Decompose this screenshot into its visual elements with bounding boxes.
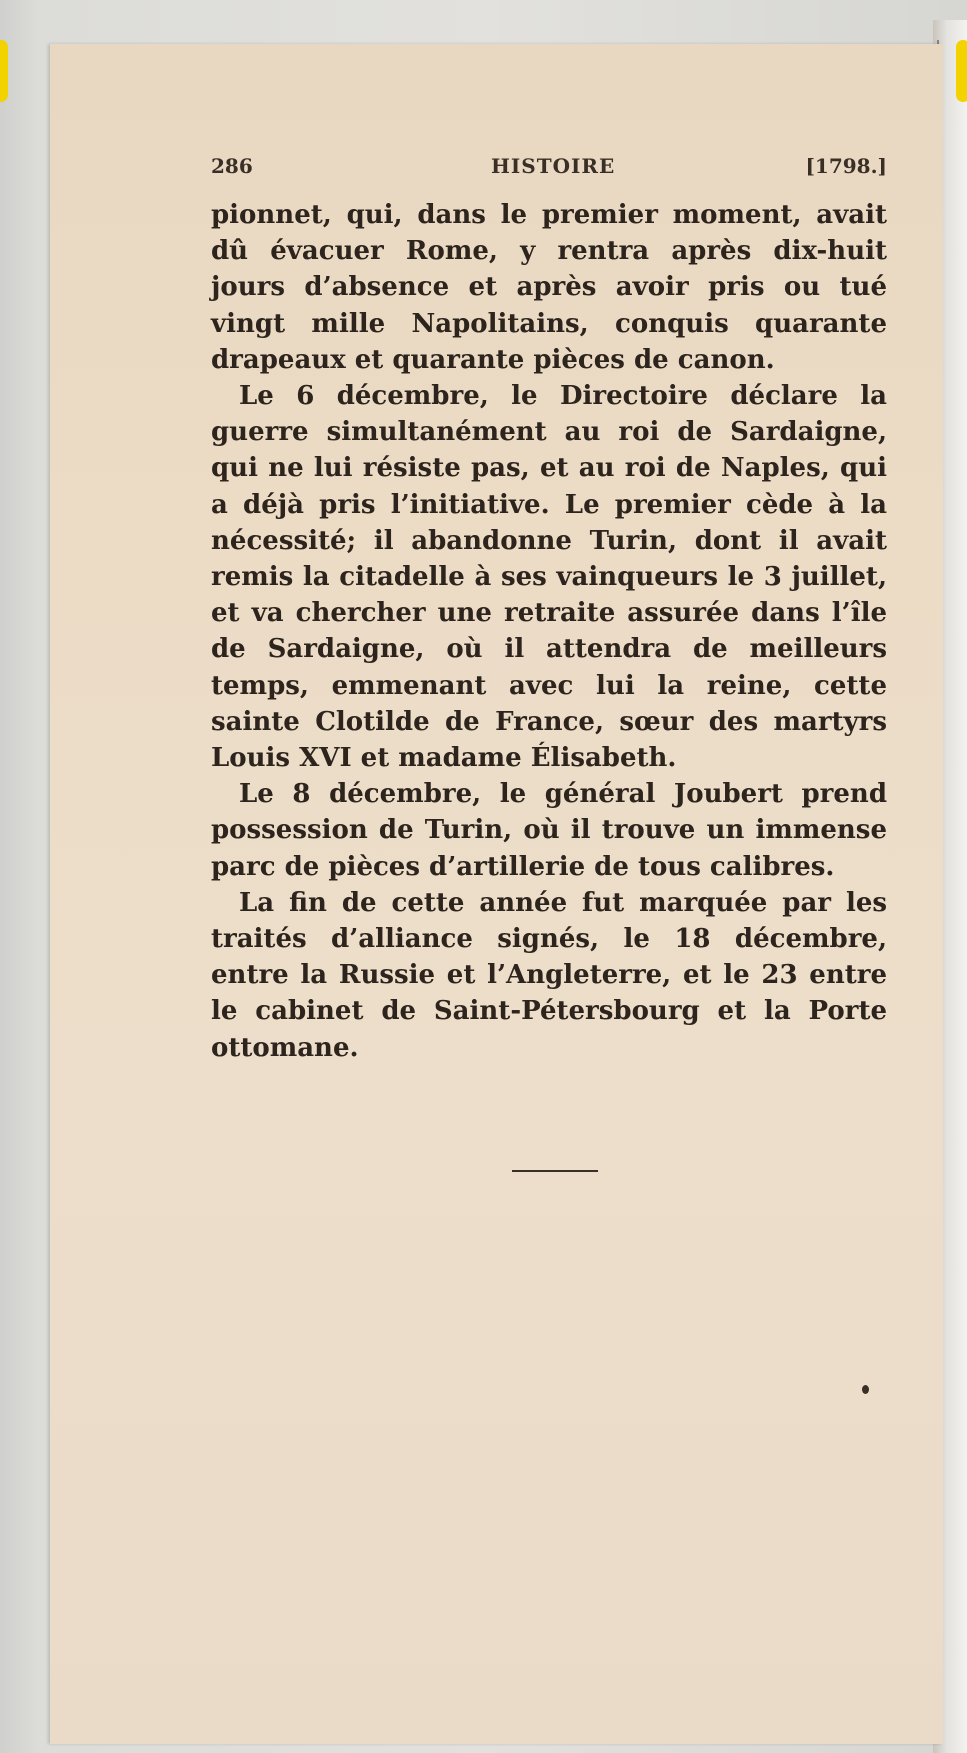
- running-head: [211, 154, 887, 182]
- paragraph: Le 6 décembre, le Directoire déclare la guerre simultanément au roi de Sardaigne, qui ne lui résiste pas, et au roi de Naples, qui a déjà pris l’initiative. Le premier cède à la nécessité; il abandonne Turin, dont il avait remis la citadelle à ses vainqueurs le 3 juillet, et va chercher une retraite assurée dans l’île de Sardaigne, où il attendra de meilleurs temps, emmenant avec lui la reine, cette sainte Clotilde de France, sœur des martyrs Louis XVI et madame Élisabeth.: [211, 381, 887, 774]
- end-rule: [512, 1170, 598, 1172]
- left-scan-marker: [0, 40, 8, 102]
- running-year: [1798.]: [805, 154, 887, 178]
- page-number: 286: [211, 154, 253, 178]
- paragraph: Le 8 décembre, le général Joubert prend possession de Turin, où il trouve un immense parc de pièces d’artillerie de tous calibres.: [211, 779, 887, 882]
- running-title: HISTOIRE: [491, 154, 616, 178]
- paragraph: La fin de cette année fut marquée par les traités d’alliance signés, le 18 décembre, entre la Russie et l’Angleterre, et le 23 entre le cabinet de Saint-Pétersbourg et la Porte ottomane.: [211, 887, 887, 1063]
- right-scan-marker: [956, 40, 967, 102]
- body-text: [211, 197, 887, 1066]
- paragraph: pionnet, qui, dans le premier moment, avait dû évacuer Rome, y rentra après dix-huit jours d’absence et après avoir pris ou tué vingt mille Napolitains, conquis quarante drapeaux et quarante pièces de canon.: [211, 200, 887, 375]
- ink-speck: [862, 1385, 869, 1394]
